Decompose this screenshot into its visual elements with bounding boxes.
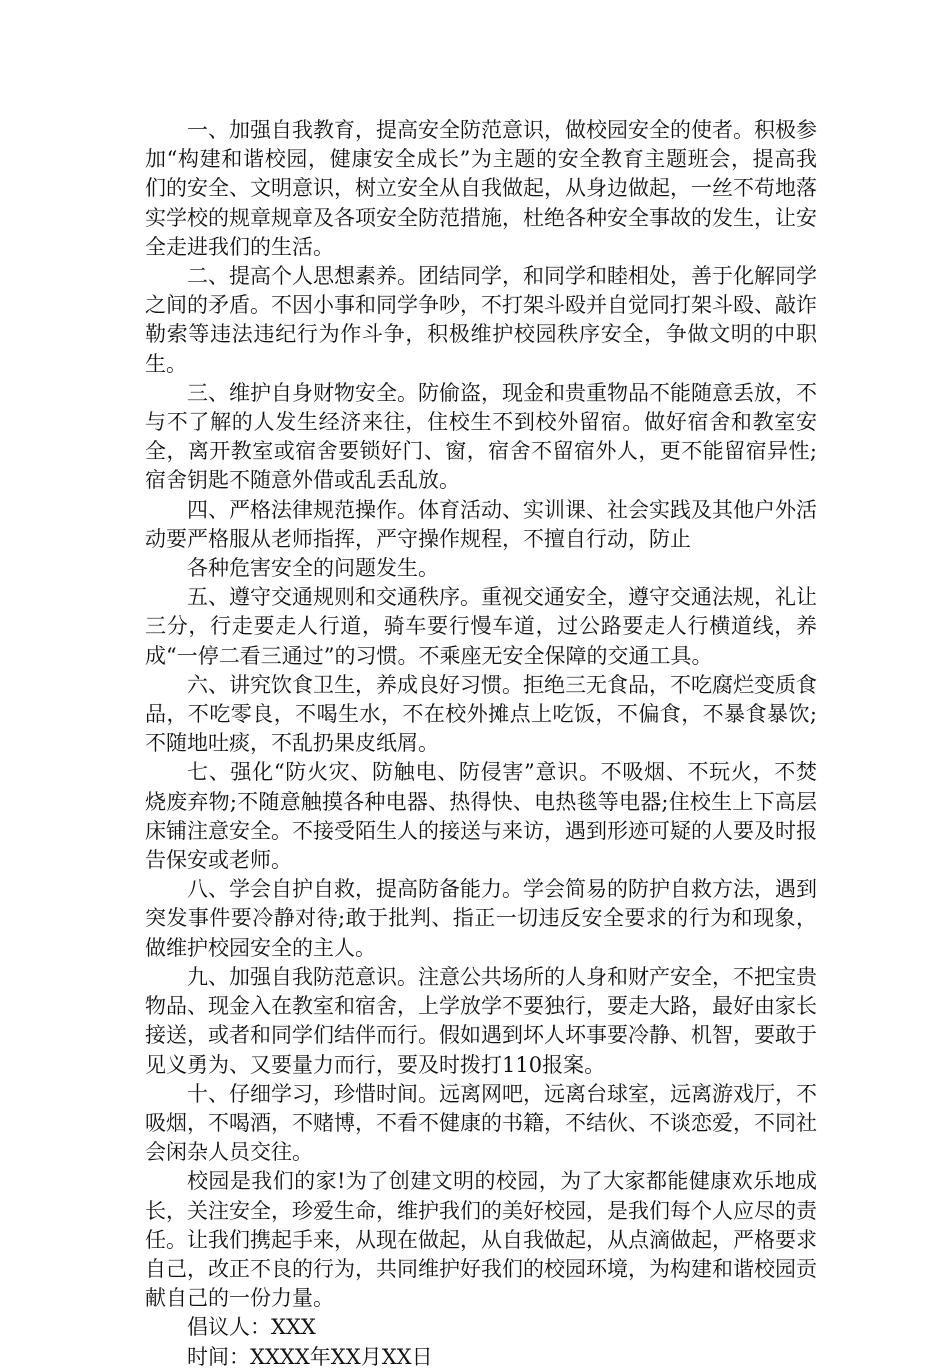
document-body (145, 116, 817, 1372)
paragraph-6: 六、讲究饮食卫生，养成良好习惯。拒绝三无食品，不吃腐烂变质食品，不吃零良，不喝生水，不在校外摊点上吃饭，不偏食，不暴食暴饮;不随地吐痰，不乱扔果皮纸屑。 (145, 672, 817, 756)
paragraph-closing: 校园是我们的家!为了创建文明的校园，为了大家都能健康欢乐地成长，关注安全，珍爱生命，维护我们的美好校园，是我们每个人应尽的责任。让我们携起手来，从现在做起，从自我做起，从点滴做起，严格要求自己，改正不良的行为，共同维护好我们的校园环境，为构建和谐校园贡献自己的一份力量。 (145, 1169, 817, 1311)
paragraph-10: 十、仔细学习，珍惜时间。远离网吧，远离台球室，远离游戏厅，不吸烟，不喝酒，不赌博，不看不健康的书籍，不结伙、不谈恋爱，不同社会闲杂人员交往。 (145, 1081, 817, 1165)
paragraph-3: 三、维护自身财物安全。防偷盗，现金和贵重物品不能随意丢放，不与不了解的人发生经济来往，住校生不到校外留宿。做好宿舍和教室安全，离开教室或宿舍要锁好门、窗，宿舍不留宿外人，更不能留宿异性;宿舍钥匙不随意外借或乱丢乱放。 (145, 380, 817, 493)
paragraph-4: 四、严格法律规范操作。体育活动、实训课、社会实践及其他户外活动要严格服从老师指挥，严守操作规程，不擅自行动，防止 (145, 497, 817, 551)
signature-date: 时间：XXXX年XX月XX日 (187, 1344, 433, 1369)
paragraph-9: 九、加强自我防范意识。注意公共场所的人身和财产安全，不把宝贵物品、现金入在教室和宿舍，上学放学不要独行，要走大路，最好由家长接送，或者和同学们结伴而行。假如遇到坏人坏事要冷静、机智，要敢于见义勇为、又要量力而行，要及时拨打110报案。 (145, 964, 817, 1077)
paragraph-4-continued: 各种危害安全的问题发生。 (187, 556, 439, 581)
paragraph-1: 一、加强自我教育，提高安全防范意识，做校园安全的使者。积极参加“构建和谐校园，健康安全成长”为主题的安全教育主题班会，提高我们的安全、文明意识，树立安全从自我做起，从身边做起，一丝不苟地落实学校的规章规章及各项安全防范措施，杜绝各种安全事故的发生，让安全走进我们的生活。 (145, 118, 817, 259)
paragraph-8: 八、学会自护自救，提高防备能力。学会简易的防护自救方法，遇到突发事件要冷静对待;敢于批判、指正一切违反安全要求的行为和现象，做维护校园安全的主人。 (145, 877, 817, 960)
signature-initiator: 倡议人：XXX (187, 1315, 316, 1340)
paragraph-5: 五、遵守交通规则和交通秩序。重视交通安全，遵守交通法规，礼让三分，行走要走人行道，骑车要行慢车道，过公路要走人行横道线，养成“一停二看三通过”的习惯。不乘座无安全保障的交通工具。 (145, 585, 817, 668)
paragraph-7: 七、强化“防火灾、防触电、防侵害”意识。不吸烟、不玩火，不焚烧废弃物;不随意触摸各种电器、热得快、电热毯等电器;住校生上下高层床铺注意安全。不接受陌生人的接送与来访，遇到形迹可疑的人要及时报告保安或老师。 (145, 760, 817, 873)
paragraph-2: 二、提高个人思想素养。团结同学，和同学和睦相处，善于化解同学之间的矛盾。不因小事和同学争吵，不打架斗殴并自觉同打架斗殴、敲诈勒索等违法违纪行为作斗争，积极维护校园秩序安全，争做文明的中职生。 (145, 264, 817, 376)
